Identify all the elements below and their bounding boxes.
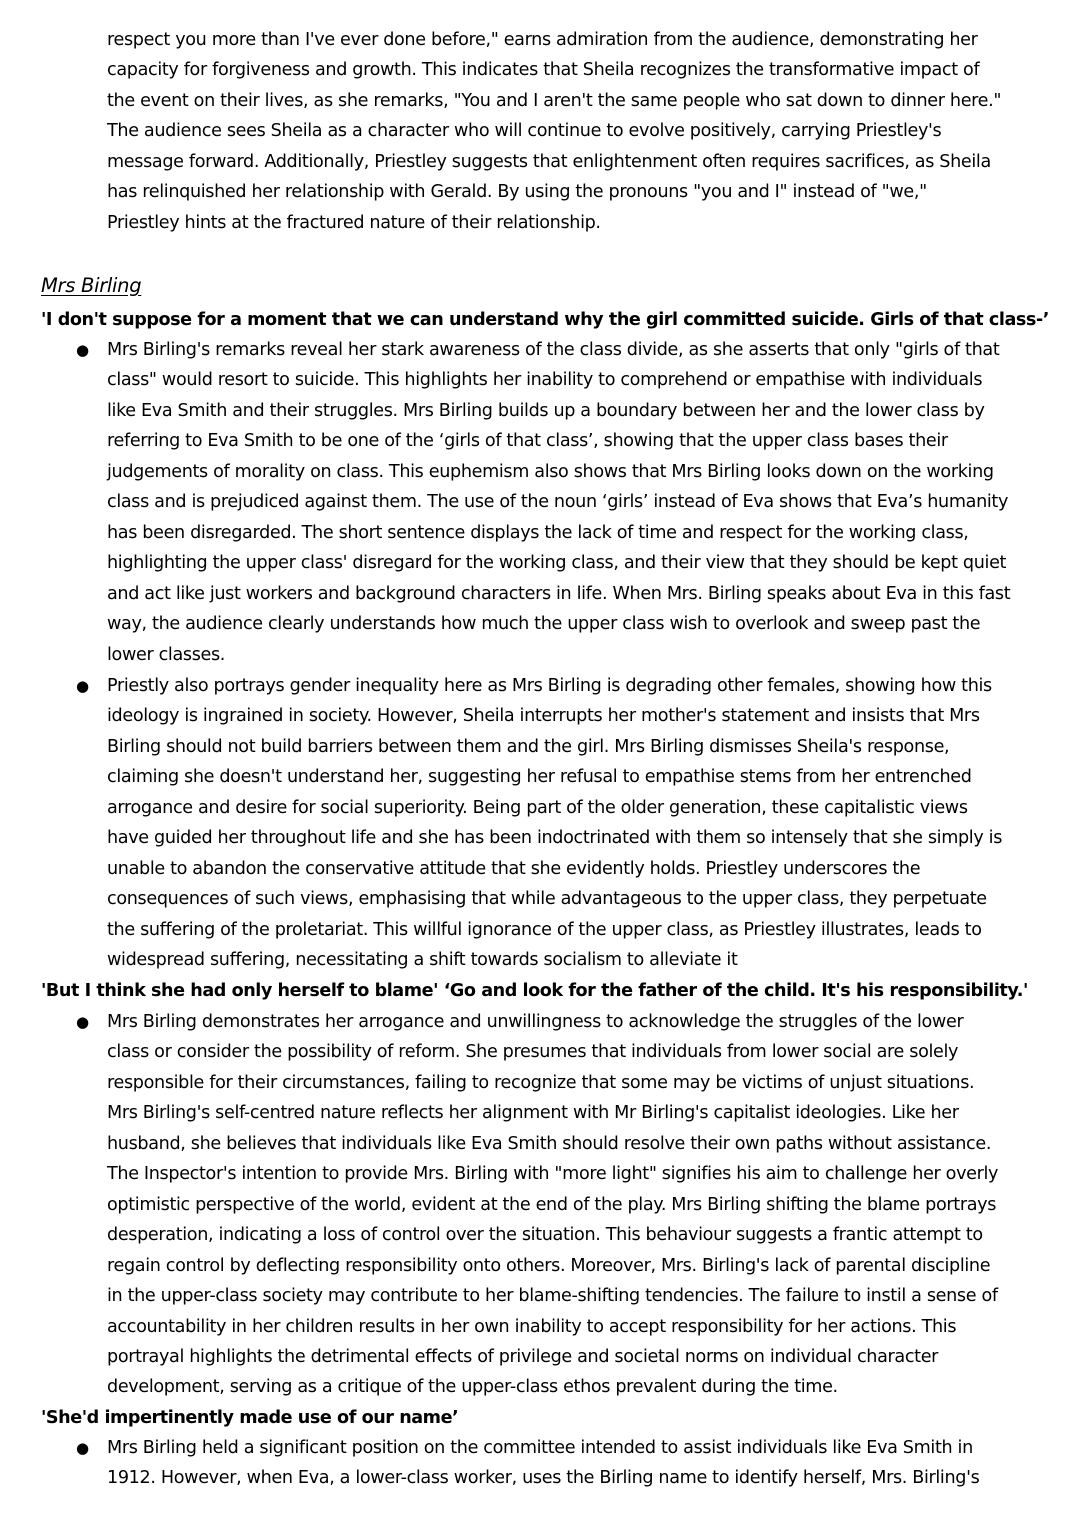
bullet-icon: ● [76, 1013, 89, 1031]
bullet-paragraph [76, 335, 1052, 670]
text-line: Mrs Birling's self-centred nature reflects her alignment with Mr Birling's capitalist ideologies. Like her [107, 1103, 959, 1124]
bullet-paragraph [76, 1007, 1052, 1403]
text-line: development, serving as a critique of the upper-class ethos prevalent during the time. [107, 1377, 838, 1398]
text-line: claiming she doesn't understand her, suggesting her refusal to empathise stems from her entrenched [107, 767, 972, 788]
text-line: The audience sees Sheila as a character who will continue to evolve positively, carrying Priestley's [107, 121, 942, 142]
text-line: Birling should not build barriers between them and the girl. Mrs Birling dismisses Sheila's response, [107, 736, 950, 757]
text-line: class or consider the possibility of reform. She presumes that individuals from lower social are solely [107, 1042, 959, 1063]
text-line: has been disregarded. The short sentence displays the lack of time and respect for the working class, [107, 522, 969, 543]
text-line: 1912. However, when Eva, a lower-class worker, uses the Birling name to identify herself, Mrs. Birling's [107, 1468, 980, 1489]
text-line: Priestly also portrays gender inequality here as Mrs Birling is degrading other females, showing how this [107, 676, 992, 696]
quote-heading: 'But I think she had only herself to blame' ‘Go and look for the father of the child. It's his responsibility.' [41, 981, 1028, 1001]
text-line: judgements of morality on class. This euphemism also shows that Mrs Birling looks down on the working [107, 461, 994, 482]
bullet-icon: ● [76, 677, 89, 695]
text-line: optimistic perspective of the world, evident at the end of the play. Mrs Birling shifting the blame portrays [107, 1194, 997, 1215]
text-line: respect you more than I've ever done before," earns admiration from the audience, demonstrating her [107, 30, 978, 50]
text-line: Priestley hints at the fractured nature of their relationship. [107, 212, 601, 233]
section-heading: Mrs Birling [41, 274, 142, 297]
text-line: class" would resort to suicide. This highlights her inability to comprehend or empathise with individuals [107, 370, 983, 391]
text-line: responsible for their circumstances, failing to recognize that some may be victims of unjust situations. [107, 1072, 975, 1093]
text-line: way, the audience clearly understands how much the upper class wish to overlook and sweep past the [107, 614, 981, 635]
text-line: husband, she believes that individuals like Eva Smith should resolve their own paths without assistance. [107, 1133, 992, 1154]
text-line: in the upper-class society may contribute to her blame-shifting tendencies. The failure to instil a sense of [107, 1286, 998, 1307]
text-line: Mrs Birling demonstrates her arrogance and unwillingness to acknowledge the struggles of the lower [107, 1012, 964, 1032]
text-line: highlighting the upper class' disregard for the working class, and their view that they should be kept quiet [107, 553, 1007, 574]
text-line: widespread suffering, necessitating a shift towards socialism to alleviate it [107, 950, 738, 971]
text-line: class and is prejudiced against them. The use of the noun ‘girls’ instead of Eva shows that Eva’s humanity [107, 492, 1009, 513]
text-line: has relinquished her relationship with Gerald. By using the pronouns "you and I" instead of "we," [107, 182, 927, 203]
quote-heading: 'She'd impertinently made use of our name’ [41, 1408, 459, 1428]
text-line: like Eva Smith and their struggles. Mrs Birling builds up a boundary between her and the lower class by [107, 400, 985, 421]
text-line: referring to Eva Smith to be one of the ‘girls of that class’, showing that the upper class bases their [107, 431, 948, 452]
quote-heading: 'I don't suppose for a moment that we can understand why the girl committed suicide. Girls of that class-’ [41, 310, 1050, 330]
text-line: message forward. Additionally, Priestley suggests that enlightenment often requires sacrifices, as Sheila [107, 151, 991, 172]
text-line: ideology is ingrained in society. However, Sheila interrupts her mother's statement and insists that Mrs [107, 706, 980, 727]
bullet-paragraph [76, 671, 1052, 976]
intro-paragraph [107, 25, 1052, 238]
text-line: the event on their lives, as she remarks, "You and I aren't the same people who sat down to dinner here." [107, 90, 1002, 111]
bullet-paragraph [76, 1433, 1052, 1494]
text-line: lower classes. [107, 644, 226, 665]
text-line: The Inspector's intention to provide Mrs. Birling with "more light" signifies his aim to challenge her overly [107, 1164, 999, 1185]
bullet-icon: ● [76, 341, 89, 359]
text-line: desperation, indicating a loss of control over the situation. This behaviour suggests a frantic attempt to [107, 1225, 983, 1246]
text-line: accountability in her children results in her own inability to accept responsibility for her actions. This [107, 1316, 957, 1337]
text-line: portrayal highlights the detrimental effects of privilege and societal norms on individual character [107, 1346, 939, 1367]
text-line: regain control by deflecting responsibility onto others. Moreover, Mrs. Birling's lack of parental discipline [107, 1255, 991, 1276]
text-line: and act like just workers and background characters in life. When Mrs. Birling speaks about Eva in this fast [107, 583, 1011, 604]
text-line: Mrs Birling's remarks reveal her stark awareness of the class divide, as she asserts that only "girls of that [107, 340, 1000, 360]
text-line: arrogance and desire for social superiority. Being part of the older generation, these capitalistic views [107, 797, 968, 818]
text-line: have guided her throughout life and she has been indoctrinated with them so intensely that she simply is [107, 828, 1003, 849]
bullet-icon: ● [76, 1439, 89, 1457]
text-line: capacity for forgiveness and growth. This indicates that Sheila recognizes the transformative impact of [107, 60, 980, 81]
text-line: Mrs Birling held a significant position on the committee intended to assist individuals like Eva Smith in [107, 1438, 973, 1458]
text-line: consequences of such views, emphasising that while advantageous to the upper class, they perpetuate [107, 889, 987, 910]
text-line: the suffering of the proletariat. This willful ignorance of the upper class, as Priestley illustrates, leads to [107, 919, 982, 940]
text-line: unable to abandon the conservative attitude that she evidently holds. Priestley underscores the [107, 858, 921, 879]
